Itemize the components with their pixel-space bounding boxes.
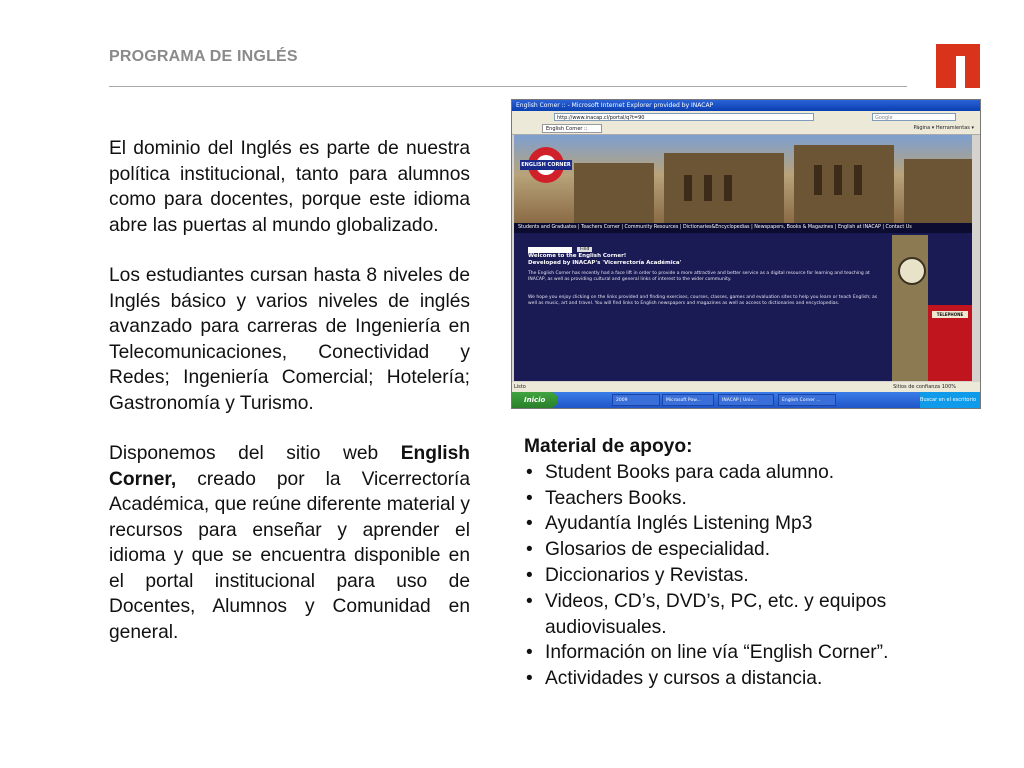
taskbar-item: 2009 xyxy=(612,394,660,406)
start-button: Inicio xyxy=(512,392,558,408)
list-item-text: Videos, CD’s, DVD’s, PC, etc. y equipos audiovisuales. xyxy=(545,590,887,638)
bullet-icon: • xyxy=(526,539,533,561)
browser-search-field: Google xyxy=(872,113,956,121)
bullet-icon: • xyxy=(526,668,533,690)
paragraph-policy: El dominio del Inglés es parte de nuestra política institucional, tanto para alumnos como para docentes, porque este idioma abre las puertas al mundo globalizado. xyxy=(109,138,470,236)
logo-notch xyxy=(956,56,965,88)
building-shape xyxy=(904,159,972,223)
list-item-text: Actividades y cursos a distancia. xyxy=(545,668,823,690)
bullet-icon: • xyxy=(526,513,533,535)
bullet-icon: • xyxy=(526,564,533,586)
list-item xyxy=(524,589,964,641)
list-item xyxy=(524,511,964,537)
browser-address-bar xyxy=(512,111,980,123)
list-item-text: Glosarios de especialidad. xyxy=(545,539,771,561)
system-tray: Buscar en el escritorio 12:44 xyxy=(920,392,980,408)
paragraph-english-corner-start: Disponemos del sitio web xyxy=(109,443,401,464)
english-corner-badge xyxy=(520,147,572,187)
list-item xyxy=(524,666,964,692)
taskbar-item: INACAP | Univ... xyxy=(718,394,774,406)
telephone-booth xyxy=(928,305,972,381)
building-shape xyxy=(794,145,894,223)
browser-tab: English Corner :: xyxy=(542,124,602,133)
list-item xyxy=(524,563,964,589)
support-material xyxy=(524,434,964,692)
english-corner-name: English Corner, xyxy=(109,443,470,490)
taskbar-item: English Corner ... xyxy=(778,394,836,406)
support-material-list xyxy=(524,460,964,692)
english-corner-screenshot xyxy=(512,100,980,419)
list-item-text: Teachers Books. xyxy=(545,487,687,509)
website-menu: Students and Graduates | Teachers Corner | Community Resources | Dictionaries&Encyclopedias | Newspapers, Books & Magazines | English at INACAP | Contact Us xyxy=(514,223,972,233)
window-shape xyxy=(724,175,732,201)
header-divider xyxy=(109,86,907,87)
website-search-input xyxy=(528,247,572,253)
website-content xyxy=(514,135,972,381)
body-text xyxy=(109,136,470,670)
welcome-paragraph-2: We hope you enjoy clicking on the links provided and finding exercises, courses, classes, games and evaluation sites to help you learn or teach English; as well as music, art and travel. You will find links to English newspapers and magazines as well as access to dictionaries and encyclopedias. xyxy=(528,295,878,306)
browser-tab-bar xyxy=(512,123,980,135)
window-shape xyxy=(684,175,692,201)
list-item-text: Student Books para cada alumno. xyxy=(545,461,835,483)
status-right: Sitios de confianza 100% xyxy=(893,384,956,390)
badge-label: ENGLISH CORNER xyxy=(521,162,571,168)
welcome-line-2: Developed by INACAP's 'Vicerrectoría Académica' xyxy=(528,260,682,266)
parliament-banner xyxy=(514,135,972,223)
taskbar-item: Microsoft Pow... xyxy=(662,394,714,406)
paragraph-levels: Los estudiantes cursan hasta 8 niveles de Inglés básico y varios niveles de inglés avanzado para carreras de Ingeniería en Telecomunicaciones, Conectividad y Redes; Ingeniería Comercial; Hotelería; Gastronomía y Turismo. xyxy=(109,265,470,414)
telephone-sign: TELEPHONE xyxy=(932,311,968,318)
clock-face-icon xyxy=(898,257,926,285)
browser-title-bar: English Corner :: - Microsoft Internet Explorer provided by INACAP xyxy=(512,100,980,111)
list-item xyxy=(524,486,964,512)
list-item xyxy=(524,537,964,563)
list-item xyxy=(524,640,964,666)
support-material-heading: Material de apoyo: xyxy=(524,436,693,457)
window-shape xyxy=(834,165,842,195)
windows-taskbar xyxy=(512,392,980,419)
bullet-icon: • xyxy=(526,487,533,509)
list-item-text: Diccionarios y Revistas. xyxy=(545,564,749,586)
browser-tools: Página ▾ Herramientas ▾ xyxy=(913,125,974,131)
bullet-icon: • xyxy=(526,461,533,483)
page-title: PROGRAMA DE INGLÉS xyxy=(109,48,298,65)
window-shape xyxy=(854,165,862,195)
welcome-paragraph-1: The English Corner has recently had a face lift in order to provide a more attractive and better service as a digital resource for learning and teaching at INACAP, as well as providing cultural and general links of interest to the wider community. xyxy=(528,271,870,282)
bullet-icon: • xyxy=(526,590,533,612)
list-item xyxy=(524,460,964,486)
bullet-icon: • xyxy=(526,642,533,664)
status-left: Listo xyxy=(514,384,526,390)
address-field: http://www.inacap.cl/portal/q?t=90 xyxy=(554,113,814,121)
window-shape xyxy=(814,165,822,195)
paragraph-english-corner-end: creado por la Vicerrectoría Académica, que reúne diferente material y recursos para enseñar y aprender el idioma y que se encuentra disponible en el portal institucional para uso de Docentes, Alumnos y Comunidad en general. xyxy=(109,468,470,643)
paragraph-english-corner xyxy=(109,441,470,645)
building-shape xyxy=(574,163,654,223)
list-item-text: Ayudantía Inglés Listening Mp3 xyxy=(545,513,813,535)
list-item-text: Información on line vía “English Corner”. xyxy=(545,642,889,664)
website-find-button: Find xyxy=(577,247,592,252)
inacap-logo-icon xyxy=(936,44,980,88)
window-shape xyxy=(704,175,712,201)
welcome-line-1: Welcome to the English Corner! xyxy=(528,253,627,259)
welcome-heading xyxy=(528,253,878,267)
browser-status-bar xyxy=(512,382,980,392)
